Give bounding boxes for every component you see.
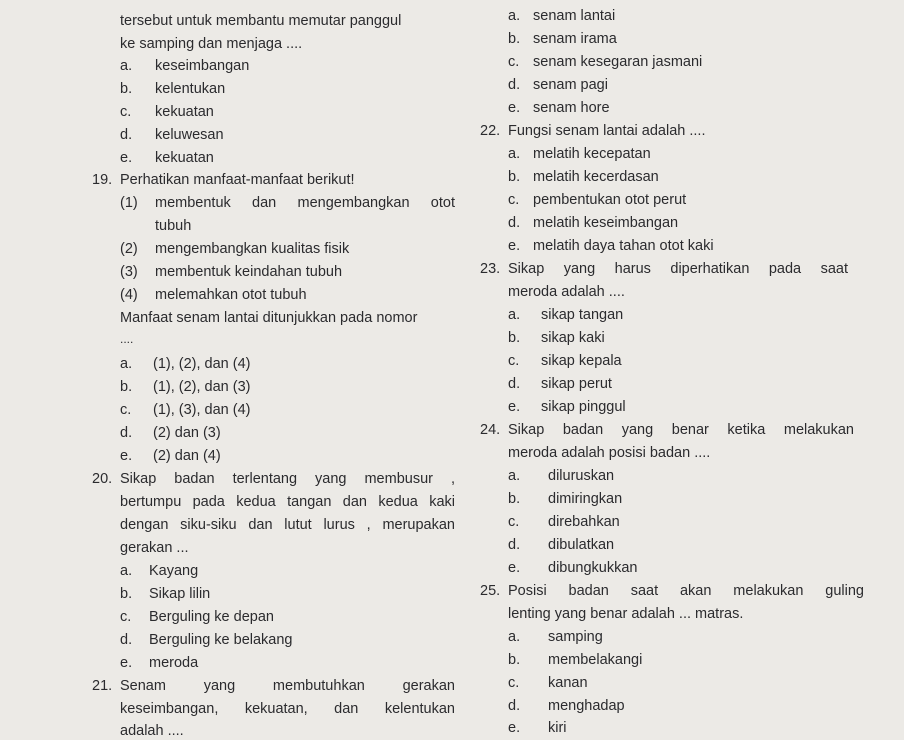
q19-item-1-text: membentuk dan mengembangkan otot [155,195,455,211]
q19-option-b[interactable]: b. (1), (2), dan (3) [120,379,251,395]
q21-stem-line: Senam yang membutuhkan gerakan [120,678,455,694]
q19-item-2-number: (2) [120,241,138,257]
q23-option-d[interactable]: d. sikap perut [508,376,612,392]
q18-option-a[interactable]: a. keseimbangan [120,58,250,74]
q24-option-c[interactable]: c. direbahkan [508,514,620,530]
q23-option-e[interactable]: e. sikap pinggul [508,399,626,415]
q22-stem: Fungsi senam lantai adalah .... [508,123,706,139]
q22-option-c[interactable]: c. pembentukan otot perut [508,192,687,208]
q25-option-a[interactable]: a. samping [508,629,603,645]
q23-option-c[interactable]: c. sikap kepala [508,353,622,369]
q20-option-c[interactable]: c. Berguling ke depan [120,609,274,625]
q22-option-b[interactable]: b. melatih kecerdasan [508,169,659,185]
q24-stem-line: meroda adalah posisi badan .... [508,445,711,461]
q19-item-4-text: melemahkan otot tubuh [155,287,307,303]
q25-stem-line: Posisi badan saat akan melakukan guling [508,583,864,599]
q18-option-d[interactable]: d. keluwesan [120,127,224,143]
q23-option-a[interactable]: a. sikap tangan [508,307,624,323]
q19-item-4-number: (4) [120,287,138,303]
q22-option-e[interactable]: e. melatih daya tahan otot kaki [508,238,714,254]
q20-stem-line: bertumpu pada kedua tangan dan kedua kaki [120,494,455,510]
q19-number: 19. [92,172,113,188]
q19-option-d[interactable]: d. (2) dan (3) [120,425,221,441]
q19-item-1-number: (1) [120,195,138,211]
q24-option-e[interactable]: e. dibungkukkan [508,560,638,576]
q18-option-b[interactable]: b. kelentukan [120,81,226,97]
q21-number: 21. [92,678,113,694]
q20-stem-line: Sikap badan terlentang yang membusur , [120,471,455,487]
q25-number: 25. [480,583,501,599]
q25-option-c[interactable]: c. kanan [508,675,588,691]
q22-option-a[interactable]: a. melatih kecepatan [508,146,651,162]
q19-tail-dots: .... [120,332,134,346]
q23-number: 23. [480,261,501,277]
q22-number: 22. [480,123,501,139]
q18-text-line: tersebut untuk membantu memutar panggul [120,13,402,29]
q19-item-3-text: membentuk keindahan tubuh [155,264,343,280]
q18-option-c[interactable]: c. kekuatan [120,104,214,120]
q19-option-a[interactable]: a. (1), (2), dan (4) [120,356,251,372]
q18-option-e[interactable]: e. kekuatan [120,150,214,166]
q18-text-line: ke samping dan menjaga .... [120,36,303,52]
q21-option-a[interactable]: a. senam lantai [508,8,616,24]
q19-stem: Perhatikan manfaat-manfaat berikut! [120,172,355,188]
q24-stem-line: Sikap badan yang benar ketika melakukan [508,422,854,438]
q21-option-d[interactable]: d. senam pagi [508,77,608,93]
q21-stem-line: keseimbangan, kekuatan, dan kelentukan [120,701,455,717]
q19-item-2-text: mengembangkan kualitas fisik [155,241,350,257]
q20-stem-line: gerakan ... [120,540,189,556]
q19-tail: Manfaat senam lantai ditunjukkan pada nomor [120,310,418,326]
q20-stem-line: dengan siku-siku dan lutut lurus , merupakan [120,517,455,533]
q25-option-b[interactable]: b. membelakangi [508,652,643,668]
q21-option-c[interactable]: c. senam kesegaran jasmani [508,54,703,70]
q21-option-b[interactable]: b. senam irama [508,31,617,47]
q19-item-3-number: (3) [120,264,138,280]
q23-stem-line: Sikap yang harus diperhatikan pada saat [508,261,848,277]
q20-option-d[interactable]: d. Berguling ke belakang [120,632,293,648]
q20-number: 20. [92,471,113,487]
q19-item-1-text-cont: tubuh [155,218,192,234]
q25-option-d[interactable]: d. menghadap [508,698,625,714]
q24-option-a[interactable]: a. diluruskan [508,468,615,484]
q20-option-a[interactable]: a. Kayang [120,563,199,579]
q19-option-e[interactable]: e. (2) dan (4) [120,448,221,464]
q25-option-e[interactable]: e. kiri [508,720,567,736]
q20-option-e[interactable]: e. meroda [120,655,199,671]
q20-option-b[interactable]: b. Sikap lilin [120,586,211,602]
q21-stem-line: adalah .... [120,723,184,739]
q25-stem-line: lenting yang benar adalah ... matras. [508,606,744,622]
q24-number: 24. [480,422,501,438]
q22-option-d[interactable]: d. melatih keseimbangan [508,215,679,231]
q19-option-c[interactable]: c. (1), (3), dan (4) [120,402,251,418]
q24-option-b[interactable]: b. dimiringkan [508,491,623,507]
q24-option-d[interactable]: d. dibulatkan [508,537,615,553]
q21-option-e[interactable]: e. senam hore [508,100,610,116]
q23-option-b[interactable]: b. sikap kaki [508,330,605,346]
q23-stem-line: meroda adalah .... [508,284,625,300]
